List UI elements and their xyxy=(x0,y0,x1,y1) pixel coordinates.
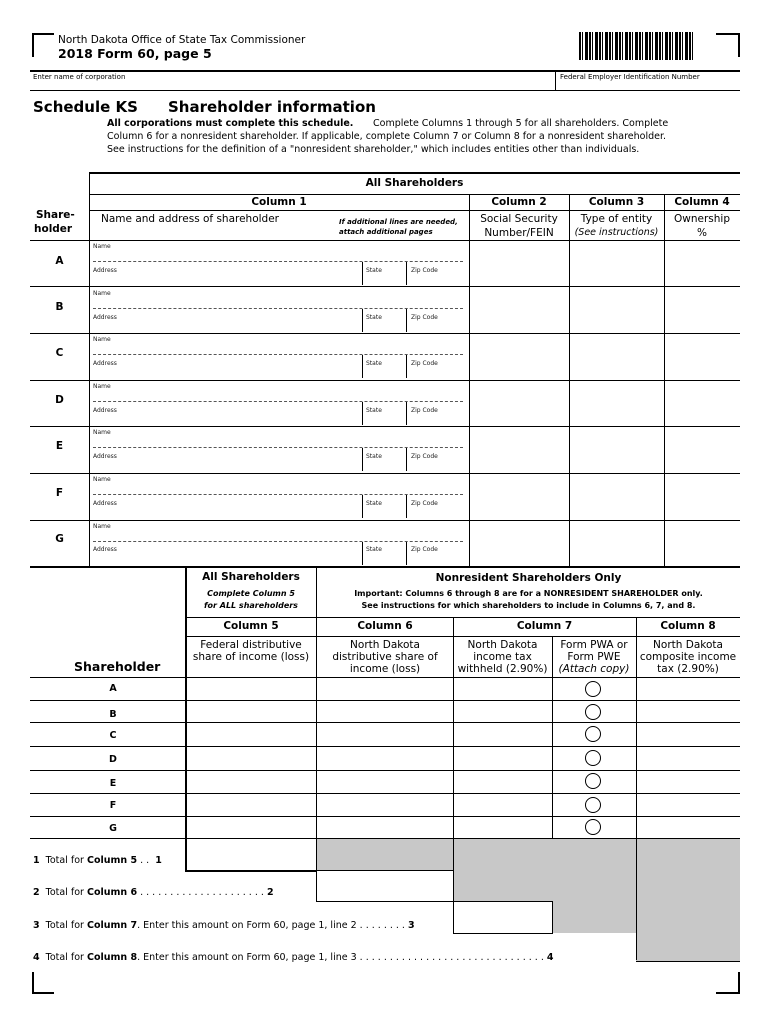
name-field[interactable] xyxy=(93,541,463,542)
table2-shareholder-label: Shareholder xyxy=(74,659,161,674)
table2-all-note-line1: Complete Column 5 xyxy=(207,589,295,598)
table2-row-letter: B xyxy=(109,709,117,720)
col3-subtitle-line1: Type of entity xyxy=(580,213,653,225)
state-divider xyxy=(362,402,363,425)
name-field[interactable] xyxy=(93,401,463,402)
name-field[interactable] xyxy=(93,308,463,309)
table2-row-letter: G xyxy=(109,823,117,834)
address-label: Address xyxy=(93,453,117,460)
name-label: Name xyxy=(93,336,111,343)
col6-subtitle-line1: North Dakota xyxy=(350,639,420,651)
col7a-subtitle-line2: income tax xyxy=(473,651,532,663)
zip-divider xyxy=(406,402,407,425)
state-label: State xyxy=(366,500,382,507)
table2-nonres-header: Nonresident Shareholders Only xyxy=(435,572,622,584)
line3-total-input[interactable] xyxy=(455,902,551,932)
shareholder-row-letter: E xyxy=(55,440,64,452)
table1-title-rule xyxy=(89,210,740,211)
table2-header-rule xyxy=(186,617,740,618)
line4-text xyxy=(33,953,554,963)
line1-box-bottom xyxy=(185,870,317,872)
line4-total-input[interactable] xyxy=(638,934,738,960)
table2-row-rule xyxy=(30,700,740,701)
col2-subtitle-line1: Social Security xyxy=(480,213,558,225)
state-divider xyxy=(362,542,363,565)
shade-col7-lines1-2 xyxy=(453,839,552,901)
col4-subtitle-line2: % xyxy=(697,227,707,239)
shade-col7b-lines1-3 xyxy=(552,839,636,933)
col7b-subtitle-line3: (Attach copy) xyxy=(558,663,630,675)
state-divider xyxy=(362,355,363,378)
zip-divider xyxy=(406,262,407,285)
line2-dots: . . . . . . . . . . . . . . . . . . . . . xyxy=(137,887,264,898)
line3-text xyxy=(33,921,415,931)
line4-prefix: Total for xyxy=(45,952,87,963)
col8-subtitle-line3: tax (2.90%) xyxy=(657,663,719,675)
shareholder-row-letter: D xyxy=(55,394,64,406)
shade-col6-line1 xyxy=(316,839,453,871)
col6-subtitle-line3: income (loss) xyxy=(349,663,421,675)
table1-header-bottom-rule xyxy=(30,240,740,241)
schedule-code: Schedule KS xyxy=(33,98,138,116)
line1-number: 1 xyxy=(33,855,40,866)
line3-text-body: . Enter this amount on Form 60, page 1, line 2 . . . . . . . . xyxy=(137,920,405,931)
address-label: Address xyxy=(93,360,117,367)
table2-rows-bottom-rule xyxy=(30,838,740,839)
zip-divider xyxy=(406,542,407,565)
zip-label: Zip Code xyxy=(411,267,438,274)
state-divider xyxy=(362,448,363,471)
corp-name-field[interactable] xyxy=(30,71,555,90)
pwa-checkbox-b[interactable] xyxy=(585,704,601,720)
table2-all-header: All Shareholders xyxy=(202,571,300,583)
table2-all-note-line2: for ALL shareholders xyxy=(204,601,298,610)
col3-title: Column 3 xyxy=(588,196,645,208)
line4-ref: 4 xyxy=(546,952,554,963)
address-label: Address xyxy=(93,314,117,321)
corner-mark-top-left xyxy=(32,33,54,57)
line1-total-input[interactable] xyxy=(187,840,315,869)
col8-subtitle-line2: composite income xyxy=(639,651,737,663)
col7a-subtitle-line1: North Dakota xyxy=(467,639,538,651)
col7a-subtitle-line3: withheld (2.90%) xyxy=(457,663,548,675)
table2-title-rule xyxy=(186,636,740,637)
col3-subtitle-line2: (See instructions) xyxy=(574,227,659,238)
name-label: Name xyxy=(93,383,111,390)
table2-row-rule xyxy=(30,770,740,771)
name-label: Name xyxy=(93,290,111,297)
line3-box-right xyxy=(552,901,553,933)
line2-text xyxy=(33,888,274,898)
fein-label: Federal Employer Identification Number xyxy=(560,73,700,81)
line4-box-bottom xyxy=(636,961,740,962)
zip-label: Zip Code xyxy=(411,453,438,460)
shareholder-label-line1: Share- xyxy=(36,209,75,221)
col2-subtitle-line2: Number/FEIN xyxy=(484,227,554,239)
table2-vline-col6 xyxy=(316,568,317,902)
name-label: Name xyxy=(93,523,111,530)
table2-header-bottom-rule xyxy=(30,677,740,678)
schedule-instruction-line3: See instructions for the definition of a "nonresident shareholder," which includes entities other than individuals. xyxy=(107,144,640,155)
col1-note-line2: attach additional pages xyxy=(339,228,433,236)
table2-row-letter: D xyxy=(109,754,117,765)
address-label: Address xyxy=(93,267,117,274)
name-field[interactable] xyxy=(93,261,463,262)
state-label: State xyxy=(366,546,382,553)
line2-ref: 2 xyxy=(266,887,274,898)
state-divider xyxy=(362,262,363,285)
line3-ref: 3 xyxy=(407,920,415,931)
line3-number: 3 xyxy=(33,920,40,931)
address-label: Address xyxy=(93,500,117,507)
state-label: State xyxy=(366,314,382,321)
table2-vline-col5 xyxy=(185,568,187,870)
col8-subtitle-line1: North Dakota xyxy=(653,639,723,651)
col4-title: Column 4 xyxy=(674,196,730,208)
corner-mark-top-right xyxy=(716,33,740,57)
name-label: Name xyxy=(93,476,111,483)
schedule-instruction-line2: Column 6 for a nonresident shareholder. If applicable, complete Column 7 or Column 8 for a nonresident shareholder. xyxy=(107,131,667,142)
corp-name-label: Enter name of corporation xyxy=(33,73,126,81)
name-field[interactable] xyxy=(93,447,463,448)
state-label: State xyxy=(366,407,382,414)
shareholder-row-letter: G xyxy=(55,533,64,545)
zip-label: Zip Code xyxy=(411,360,438,367)
col1-note-line1: If additional lines are needed, xyxy=(339,218,458,226)
name-field[interactable] xyxy=(93,354,463,355)
schedule-instruction-line1: Complete Columns 1 through 5 for all shareholders. Complete xyxy=(373,118,669,129)
line1-text xyxy=(33,856,162,866)
address-label: Address xyxy=(93,407,117,414)
col5-subtitle-line1: Federal distributive xyxy=(200,639,302,651)
shareholder-row-letter: C xyxy=(55,347,64,359)
line1-prefix: Total for xyxy=(45,855,87,866)
col6-subtitle-line2: distributive share of xyxy=(332,651,438,663)
table2-row-rule xyxy=(30,816,740,817)
state-label: State xyxy=(366,267,382,274)
state-label: State xyxy=(366,360,382,367)
table2-nonres-note-line1: Important: Columns 6 through 8 are for a NONRESIDENT SHAREHOLDER only. xyxy=(354,589,703,598)
name-label: Name xyxy=(93,429,111,436)
table1-bottom-rule xyxy=(30,566,740,568)
table2-row-letter: A xyxy=(109,683,117,694)
barcode xyxy=(579,32,695,60)
col5-subtitle-line2: share of income (loss) xyxy=(192,651,310,663)
shareholder-row-letter: A xyxy=(55,255,64,267)
table1-row-rule xyxy=(30,333,740,334)
agency-name: North Dakota Office of State Tax Commissioner xyxy=(58,34,306,46)
table2-row-letter: C xyxy=(109,730,117,741)
col7-title: Column 7 xyxy=(516,620,573,632)
table1-vline-left xyxy=(89,172,90,566)
zip-divider xyxy=(406,355,407,378)
zip-label: Zip Code xyxy=(411,407,438,414)
col7b-subtitle-line2: Form PWE xyxy=(567,651,621,663)
corner-mark-bottom-right xyxy=(716,972,740,994)
table1-group-rule xyxy=(89,194,740,195)
zip-divider xyxy=(406,309,407,332)
form-title: 2018 Form 60, page 5 xyxy=(58,46,212,61)
zip-label: Zip Code xyxy=(411,546,438,553)
zip-label: Zip Code xyxy=(411,500,438,507)
table1-row-rule xyxy=(30,426,740,427)
pwa-checkbox-e[interactable] xyxy=(585,773,601,789)
zip-divider xyxy=(406,495,407,518)
table2-row-rule xyxy=(30,793,740,794)
pwa-checkbox-c[interactable] xyxy=(585,726,601,742)
state-label: State xyxy=(366,453,382,460)
line4-column: Column 8 xyxy=(86,952,138,963)
zip-divider xyxy=(406,448,407,471)
col7b-subtitle-line1: Form PWA or xyxy=(560,639,628,651)
line1-column: Column 5 xyxy=(86,855,138,866)
col4-subtitle-line1: Ownership xyxy=(674,213,730,225)
table1-group-header: All Shareholders xyxy=(365,177,464,189)
col1-title: Column 1 xyxy=(251,196,307,208)
col6-title: Column 6 xyxy=(357,620,413,632)
table2-row-rule xyxy=(30,722,740,723)
pwa-checkbox-f[interactable] xyxy=(585,797,601,813)
name-field[interactable] xyxy=(93,494,463,495)
line2-column: Column 6 xyxy=(86,887,138,898)
table2-row-letter: F xyxy=(109,800,117,811)
shareholder-label-line2: holder xyxy=(34,223,73,235)
line3-box-bottom xyxy=(453,933,553,934)
pwa-checkbox-d[interactable] xyxy=(585,750,601,766)
table1-row-rule xyxy=(30,380,740,381)
table1-row-rule xyxy=(30,520,740,521)
table2-row-rule xyxy=(30,746,740,747)
name-label: Name xyxy=(93,243,111,250)
state-divider xyxy=(362,309,363,332)
schedule-title: Shareholder information xyxy=(168,98,376,116)
shareholder-row-letter: B xyxy=(55,301,64,313)
table1-row-rule xyxy=(30,286,740,287)
line2-number: 2 xyxy=(33,887,40,898)
line3-column: Column 7 xyxy=(86,920,138,931)
col5-title: Column 5 xyxy=(223,620,279,632)
col8-title: Column 8 xyxy=(660,620,716,632)
zip-label: Zip Code xyxy=(411,314,438,321)
line2-total-input[interactable] xyxy=(318,871,452,900)
line4-number: 4 xyxy=(33,952,40,963)
address-label: Address xyxy=(93,546,117,553)
line3-prefix: Total for xyxy=(45,920,87,931)
pwa-checkbox-a[interactable] xyxy=(585,681,601,697)
line1-ref: 1 xyxy=(155,855,162,866)
line1-dots: . . xyxy=(137,855,150,866)
col2-title: Column 2 xyxy=(491,196,547,208)
line2-prefix: Total for xyxy=(45,887,87,898)
schedule-instruction-bold: All corporations must complete this schedule. xyxy=(107,118,354,129)
table2-row-letter: E xyxy=(109,778,117,789)
shareholder-row-letter: F xyxy=(55,487,64,499)
table1-row-rule xyxy=(30,473,740,474)
fein-field[interactable] xyxy=(556,71,740,90)
corner-mark-bottom-left xyxy=(32,972,54,994)
pwa-checkbox-g[interactable] xyxy=(585,819,601,835)
table1-top-rule xyxy=(89,172,740,174)
header-rule-bottom xyxy=(30,90,740,91)
line4-text-body: . Enter this amount on Form 60, page 1, line 3 . . . . . . . . . . . . . . . . . . . . . . . . . . . . . . . xyxy=(137,952,544,963)
col1-subtitle: Name and address of shareholder xyxy=(101,213,279,225)
state-divider xyxy=(362,495,363,518)
table2-nonres-note-line2: See instructions for which shareholders to include in Columns 6, 7, and 8. xyxy=(361,601,696,610)
